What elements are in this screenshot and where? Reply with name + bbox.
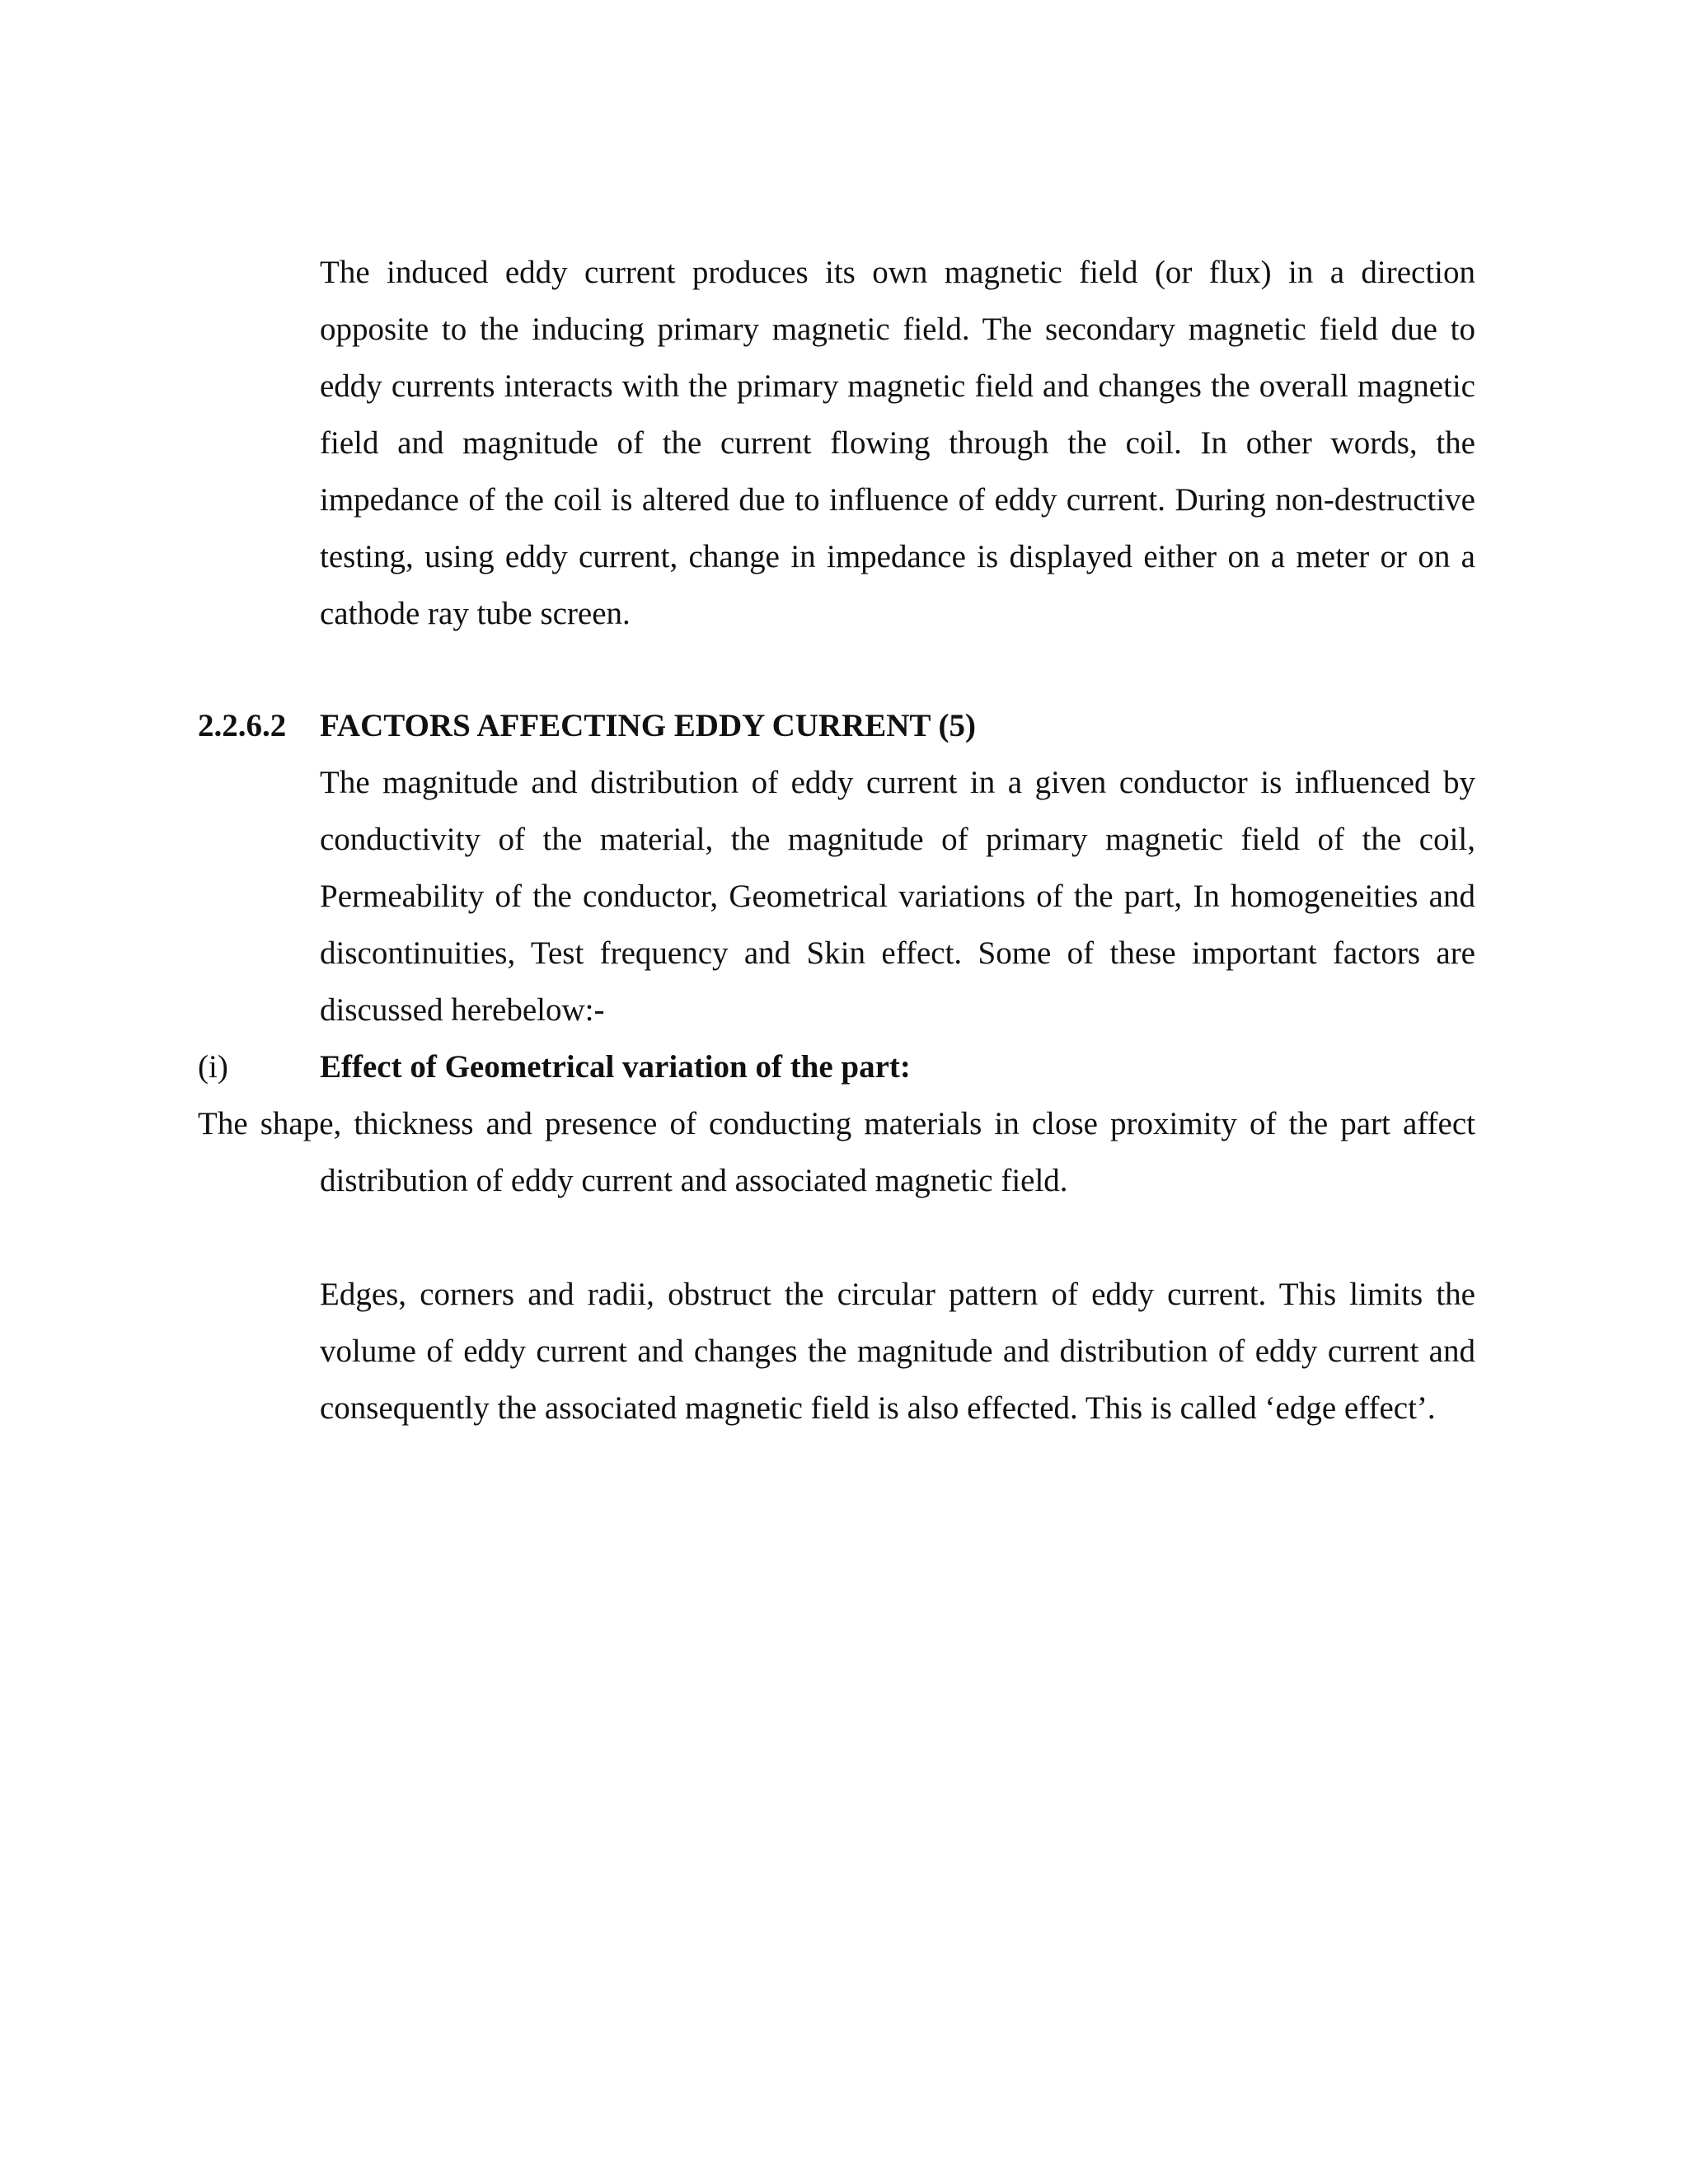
paragraph-geometrical-variation <box>198 1095 1475 1209</box>
section-heading <box>198 697 1475 754</box>
paragraph-eddy-current-field: The induced eddy current produces its own magnetic field (or flux) in a direction opposite to the inducing primary magnetic field. The secondary magnetic field due to eddy currents interacts with the primary magnetic field and changes the overall magnetic field and magnitude of the current flowing through the coil. In other words, the impedance of the coil is altered due to influence of eddy current. During non-destructive testing, using eddy current, change in impedance is displayed either on a meter or on a cathode ray tube screen. <box>320 255 1475 631</box>
section-title: FACTORS AFFECTING EDDY CURRENT (5) <box>320 708 976 743</box>
paragraph-factors-intro: The magnitude and distribution of eddy current in a given conductor is influenced by conductivity of the material, the magnitude of primary magnetic field of the coil, Permeability of the conductor, Geometrical variations of the part, In homogeneities and discontinuities, Test frequency and Skin effect. Some of these important factors are discussed herebelow:- <box>320 765 1475 1028</box>
paragraph-line: The shape, thickness and presence of conducting materials in close proximity of the part affect <box>198 1106 1475 1141</box>
section-number: 2.2.6.2 <box>198 708 287 743</box>
list-item-title: Effect of Geometrical variation of the part: <box>320 1049 911 1085</box>
list-item-number: (i) <box>198 1049 228 1085</box>
paragraph-edge-effect: Edges, corners and radii, obstruct the circular pattern of eddy current. This limits the volume of eddy current and changes the magnitude and distribution of eddy current and consequently the associated magnetic field is also effected. This is called ‘edge effect’. <box>320 1277 1475 1426</box>
paragraph-line: distribution of eddy current and associated magnetic field. <box>320 1163 1068 1198</box>
list-item-heading <box>198 1038 1475 1095</box>
